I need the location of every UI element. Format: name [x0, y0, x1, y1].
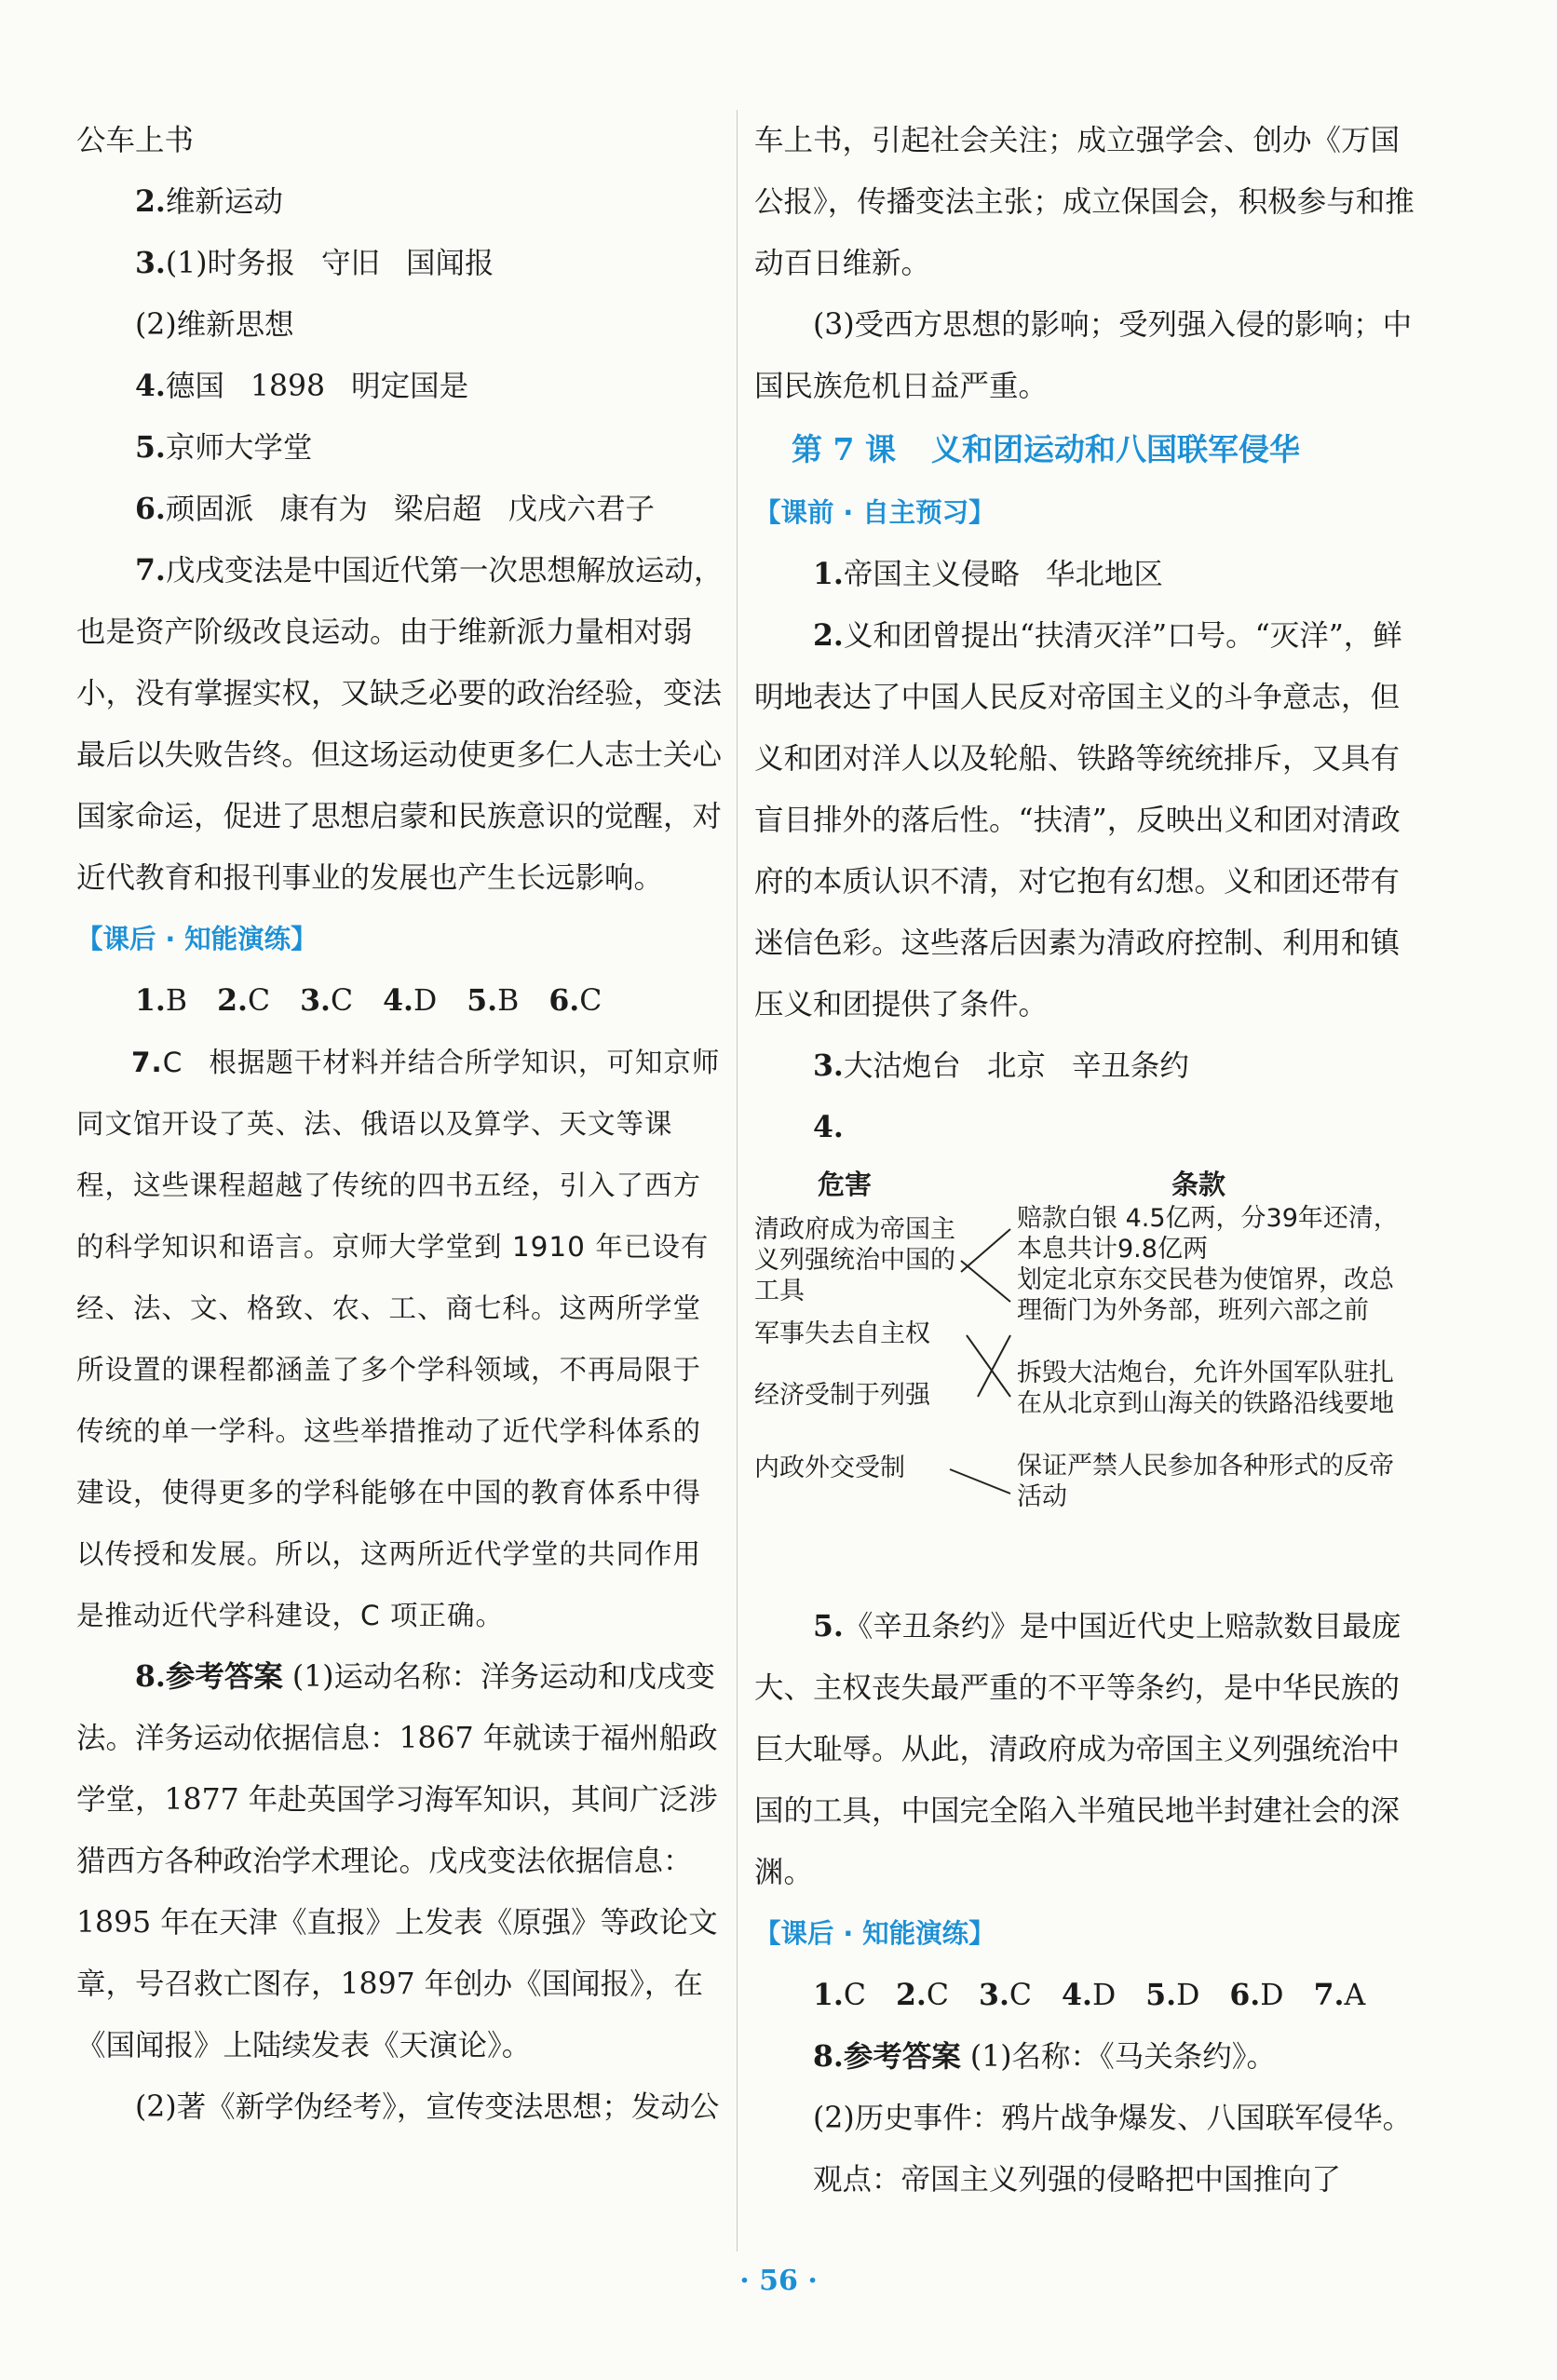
- answer-3-1: [76, 233, 728, 294]
- choice-answers: [76, 970, 728, 1032]
- lesson-number: 第 7 课: [792, 431, 896, 467]
- answer-text: (1)运动名称：洋务运动和戊戌变法。洋务运动依据信息：1867 年就读于福州船政学堂，1877 年赴英国学习海军知识，其间广泛涉猎西方各种政治学术理论。戊戌变法依据信息：1895 年在天津《直报》上发表《原强》等政论文章，号召救亡图存，1897 年创办《国闻报》，在《国闻报》上陆续发表《天演论》。: [76, 1660, 718, 2062]
- section-heading-after-class: 【课后 · 知能演练】: [76, 924, 318, 954]
- answer-text: 京师大学堂: [165, 431, 313, 465]
- connector-line: [950, 1469, 1010, 1494]
- item-number: 2.: [813, 618, 844, 653]
- answer-7: [76, 540, 728, 909]
- answer-text: (1)时务报: [165, 247, 296, 280]
- answer-text: 康有为: [279, 493, 368, 526]
- section-heading-after-class: 【课后 · 知能演练】: [754, 1918, 995, 1949]
- answer-label: 参考答案: [843, 2039, 961, 2074]
- item-number: 5.: [813, 1609, 844, 1643]
- item-number: 4.: [1062, 1978, 1092, 2012]
- answer-8: [754, 2026, 1417, 2088]
- item-number: 1.: [813, 1978, 844, 2012]
- answer-text: 大沽炮台: [843, 1049, 961, 1083]
- clause-item: 拆毁大沽炮台，允许外国军队驻扎在从北京到山海关的铁路沿线要地: [1017, 1359, 1394, 1418]
- item-number: 7.: [131, 1047, 163, 1078]
- answer-text: 义和团曾提出“扶清灭洋”口号。“灭洋”，鲜明地表达了中国人民反对帝国主义的斗争意志，但义和团对洋人以及轮船、铁路等统统排斥，又具有盲目排外的落后性。“扶清”，反映出义和团对清政府的本质认识不清，对它抱有幻想。义和团还带有迷信色彩。这些落后因素为清政府控制、利用和镇压义和团提供了条件。: [754, 619, 1402, 1021]
- choice-value: A: [1344, 1979, 1366, 2012]
- choice-value: D: [1176, 1979, 1200, 2012]
- choice-value: D: [1260, 1979, 1284, 2012]
- item-number: 1.: [813, 557, 844, 591]
- item-number: 2.: [135, 184, 166, 219]
- item-number: 4.: [383, 983, 413, 1018]
- item-number: 7.: [1313, 1978, 1345, 2012]
- answer-text: 华北地区: [1045, 558, 1163, 591]
- diagram-header-harm: 危害: [818, 1169, 873, 1200]
- choice-value: C: [1009, 1979, 1033, 2012]
- answer-8-viewpoint: 观点：帝国主义列强的侵略把中国推向了: [813, 2163, 1342, 2197]
- answer-8-3: (3)受西方思想的影响；受列强入侵的影响；中国民族危机日益严重。: [754, 308, 1413, 403]
- answer-7-explanation: [76, 1032, 728, 1646]
- item-number: 2.: [896, 1978, 927, 2012]
- item-number: 6.: [135, 492, 166, 526]
- item-number: 7.: [135, 553, 166, 588]
- answer-text: 北京: [986, 1049, 1046, 1083]
- answer-4: [76, 356, 728, 417]
- answer-text: 维新运动: [165, 185, 283, 219]
- clause-item: 保证严禁人民参加各种形式的反帝活动: [1017, 1452, 1394, 1511]
- item-number: 4.: [813, 1110, 844, 1144]
- answer-text: 帝国主义侵略: [843, 558, 1020, 591]
- choice-value: C: [843, 1979, 866, 2012]
- explanation-text: 根据题干材料并结合所学知识，可知京师同文馆开设了英、法、俄语以及算学、天文等课程，这些课程超越了传统的四书五经，引入了西方的科学知识和语言。京师大学堂到 1910 年已设有经、法、文、格致、农、工、商七科。这两所学堂所设置的课程都涵盖了多个学科领域，不再局限于传统的单一学科。这些举措推动了近代学科体系的建设，使得更多的学科能够在中国的教育体系中得以传授和发展。所以，这两所近代学堂的共同作用是推动近代学科建设，C 项正确。: [76, 1047, 721, 1631]
- choice-value: C: [926, 1979, 950, 2012]
- clause-item: 划定北京东交民巷为使馆界，改总理衙门为外务部，班列六部之前: [1017, 1265, 1394, 1325]
- answer-8: [76, 1646, 728, 2076]
- section-heading-pre-class: 【课前 · 自主预习】: [754, 497, 995, 528]
- item-number: 6.: [1229, 1978, 1261, 2012]
- answer-text: 顽固派: [165, 493, 254, 526]
- answer-text: 守旧: [321, 247, 381, 280]
- column-divider: [737, 110, 738, 2252]
- choice-value: C: [247, 984, 271, 1018]
- answer-4: [754, 1097, 1417, 1158]
- choice-value: D: [1091, 1979, 1117, 2012]
- item-number: 3.: [300, 983, 331, 1018]
- answer-text: 《辛丑条约》是中国近代史上赔款数目最庞大、主权丧失最严重的不平等条约，是中华民族的巨大耻辱。从此，清政府成为帝国主义列强统治中国的工具，中国完全陷入半殖民地半封建社会的深渊。: [754, 1610, 1401, 1889]
- answer-text: 辛丑条约: [1071, 1049, 1189, 1083]
- left-column: [76, 110, 728, 2138]
- connector-line: [961, 1229, 1010, 1272]
- harm-item: 经济受制于列强: [754, 1381, 930, 1410]
- choice-value: B: [497, 984, 520, 1018]
- choice-value: C: [330, 984, 354, 1018]
- matching-diagram: [754, 1158, 1417, 1596]
- item-number: 4.: [135, 369, 166, 403]
- lesson-name: 义和团运动和八国联军侵华: [930, 431, 1300, 467]
- answer-5: [754, 1596, 1417, 1903]
- connector-line: [978, 1335, 1010, 1397]
- answer-text: 梁启超: [393, 493, 482, 526]
- item-number: 3.: [813, 1048, 844, 1083]
- connector-line: [961, 1261, 1010, 1302]
- answer-6: [76, 479, 728, 540]
- lesson-title: [754, 417, 1417, 482]
- answer-2: [76, 171, 728, 233]
- answer-1: [754, 544, 1417, 605]
- answer-text: 戊戌变法是中国近代第一次思想解放运动，也是资产阶级改良运动。由于维新派力量相对弱小，没有掌握实权，又缺乏必要的政治经验，变法最后以失败告终。但这场运动使更多仁人志士关心国家命运，促进了思想启蒙和民族意识的觉醒，对近代教育和报刊事业的发展也产生长远影响。: [76, 554, 724, 895]
- answer-3-2: (2)维新思想: [135, 308, 294, 342]
- answer-8-2: (2)著《新学伪经考》，宣传变法思想；发动公: [135, 2090, 720, 2124]
- answer-label: 参考答案: [165, 1659, 283, 1694]
- answer-text: 明定国是: [351, 370, 469, 403]
- diagram-header-clause: 条款: [1171, 1169, 1226, 1200]
- answer-text: 德国: [165, 370, 224, 403]
- connector-line: [967, 1335, 1010, 1397]
- choice-value: C: [162, 1047, 183, 1078]
- answer-2: [754, 605, 1417, 1035]
- answer-text: 戊戌六君子: [508, 493, 655, 526]
- clause-item: 赔款白银 4.5亿两，分39年还清，本息共计9.8亿两: [1017, 1204, 1399, 1264]
- item-number: 6.: [548, 983, 580, 1018]
- item-number: 1.: [135, 983, 166, 1018]
- choice-answers: [754, 1965, 1417, 2026]
- answer-text: (1)名称：《马关条约》。: [969, 2040, 1277, 2074]
- item-number: 2.: [217, 983, 248, 1018]
- para-continuation: 车上书，引起社会关注；成立强学会、创办《万国公报》，传播变法主张；成立保国会，积极参与和推动百日维新。: [754, 124, 1415, 280]
- right-column: [754, 110, 1417, 2211]
- item-number: 8.: [135, 1659, 166, 1694]
- para-continuation: 公车上书: [76, 124, 195, 157]
- item-number: 5.: [135, 430, 166, 465]
- answer-8-2: (2)历史事件：鸦片战争爆发、八国联军侵华。: [813, 2102, 1413, 2135]
- connector-lines: [754, 1158, 1417, 1596]
- item-number: 3.: [135, 246, 166, 280]
- answer-text: 1898: [250, 370, 326, 403]
- answer-text: 国闻报: [406, 247, 494, 280]
- harm-item: 内政外交受制: [754, 1454, 905, 1482]
- answer-3: [754, 1035, 1417, 1097]
- item-number: 8.: [813, 2039, 844, 2074]
- item-number: 3.: [979, 1978, 1009, 2012]
- answer-5: [76, 417, 728, 479]
- item-number: 5.: [467, 983, 498, 1018]
- item-number: 5.: [1145, 1978, 1177, 2012]
- harm-item: 清政府成为帝国主义列强统治中国的工具: [754, 1215, 955, 1305]
- choice-value: D: [413, 984, 438, 1018]
- choice-value: B: [165, 984, 188, 1018]
- page-number: · 56 ·: [739, 2265, 818, 2297]
- harm-item: 军事失去自主权: [754, 1319, 930, 1348]
- choice-value: C: [579, 984, 602, 1018]
